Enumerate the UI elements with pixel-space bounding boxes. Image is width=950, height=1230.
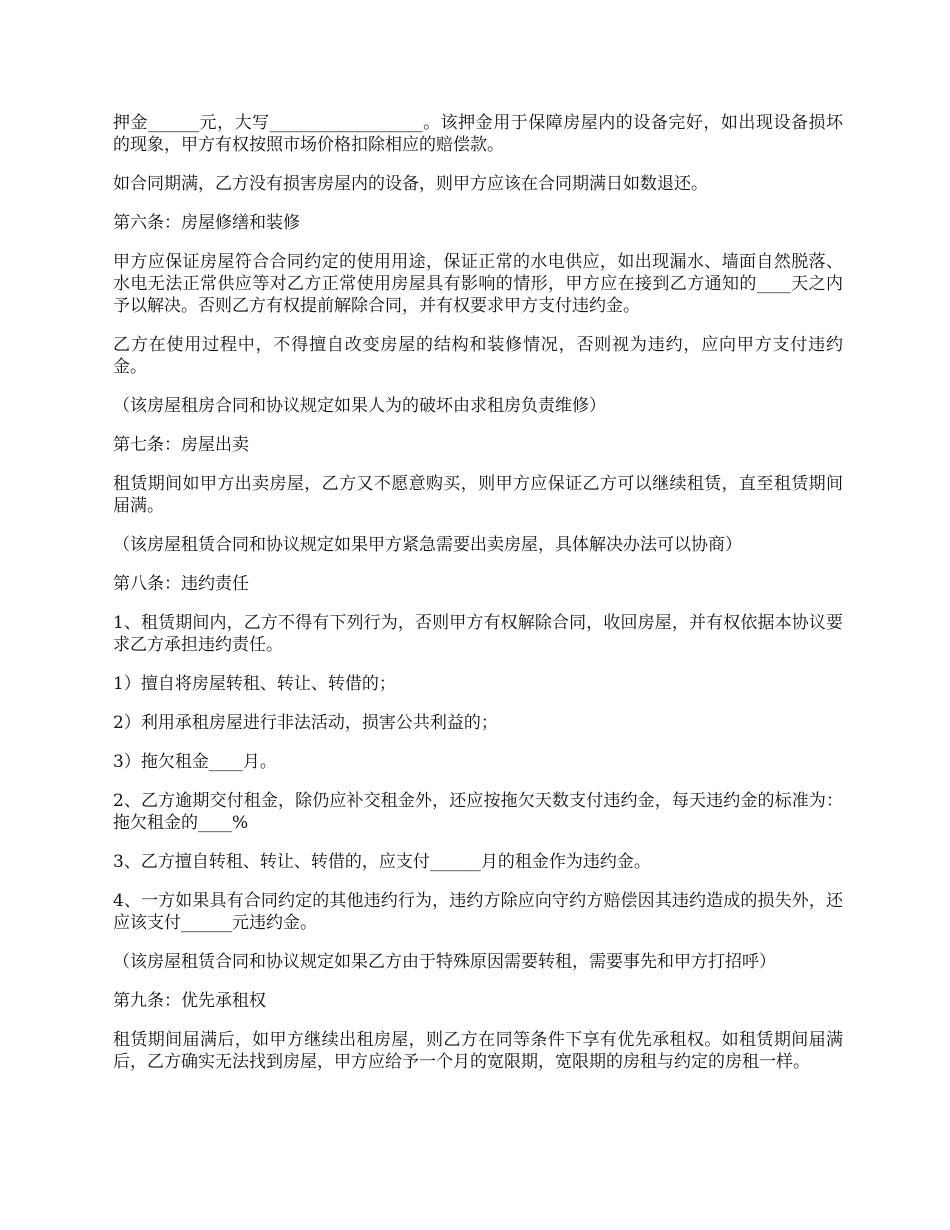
heading-article-7: 第七条：房屋出卖 xyxy=(113,435,249,455)
heading-article-6: 第六条：房屋修缮和装修 xyxy=(113,213,300,233)
note-house-sale: （该房屋租赁合同和协议规定如果甲方紧急需要出卖房屋，具体解决办法可以协商） xyxy=(113,535,742,555)
paragraph-deposit-refund: 如合同期满，乙方没有损害房屋内的设备，则甲方应该在合同期满日如数退还。 xyxy=(113,174,708,194)
clause-8-1: 1、租赁期间内，乙方不得有下列行为，否则甲方有权解除合同，收回房屋，并有权依据本协议要求乙方承担违约责任。 xyxy=(113,613,843,655)
note-repair: （该房屋租房合同和协议规定如果人为的破坏由求租房负责维修） xyxy=(113,396,606,416)
paragraph-house-sale: 租赁期间如甲方出卖房屋，乙方又不愿意购买，则甲方应保证乙方可以继续租赁，直至租赁期间届满。 xyxy=(113,474,843,516)
clause-8-3: 3、乙方擅自转租、转让、转借的，应支付______月的租金作为违约金。 xyxy=(113,852,651,872)
paragraph-landlord-repair: 甲方应保证房屋符合合同约定的使用用途，保证正常的水电供应，如出现漏水、墙面自然脱落、水电无法正常供应等对乙方正常使用房屋具有影响的情形，甲方应在接到乙方通知的____天之内予以解决。否则乙方有权提前解除合同，并有权要求甲方支付违约金。 xyxy=(113,252,843,316)
clause-8-1-item-2: 2）利用承租房屋进行非法活动，损害公共利益的； xyxy=(113,713,498,733)
paragraph-tenant-renovation: 乙方在使用过程中，不得擅自改变房屋的结构和装修情况，否则视为违约，应向甲方支付违约金。 xyxy=(113,335,843,377)
paragraph-deposit: 押金______元，大写__________________。该押金用于保障房屋内的设备完好，如出现设备损坏的现象，甲方有权按照市场价格扣除相应的赔偿款。 xyxy=(113,113,843,155)
heading-article-9: 第九条：优先承租权 xyxy=(113,991,266,1011)
document-body xyxy=(113,112,843,1090)
clause-8-1-item-3: 3）拖欠租金____月。 xyxy=(113,752,277,772)
paragraph-priority-lease: 租赁期间届满后，如甲方继续出租房屋，则乙方在同等条件下享有优先承租权。如租赁期间届满后，乙方确实无法找到房屋，甲方应给予一个月的宽限期，宽限期的房租与约定的房租一样。 xyxy=(113,1030,843,1072)
note-sublet: （该房屋租赁合同和协议规定如果乙方由于特殊原因需要转租，需要事先和甲方打招呼） xyxy=(113,952,776,972)
clause-8-1-item-1: 1）擅自将房屋转租、转让、转借的； xyxy=(113,674,396,694)
heading-article-8: 第八条：违约责任 xyxy=(113,574,249,594)
clause-8-4: 4、一方如果具有合同约定的其他违约行为，违约方除应向守约方赔偿因其违约造成的损失外，还应该支付______元违约金。 xyxy=(113,891,843,933)
clause-8-2: 2、乙方逾期交付租金，除仍应补交租金外，还应按拖欠天数支付违约金，每天违约金的标准为：拖欠租金的____% xyxy=(113,791,843,833)
